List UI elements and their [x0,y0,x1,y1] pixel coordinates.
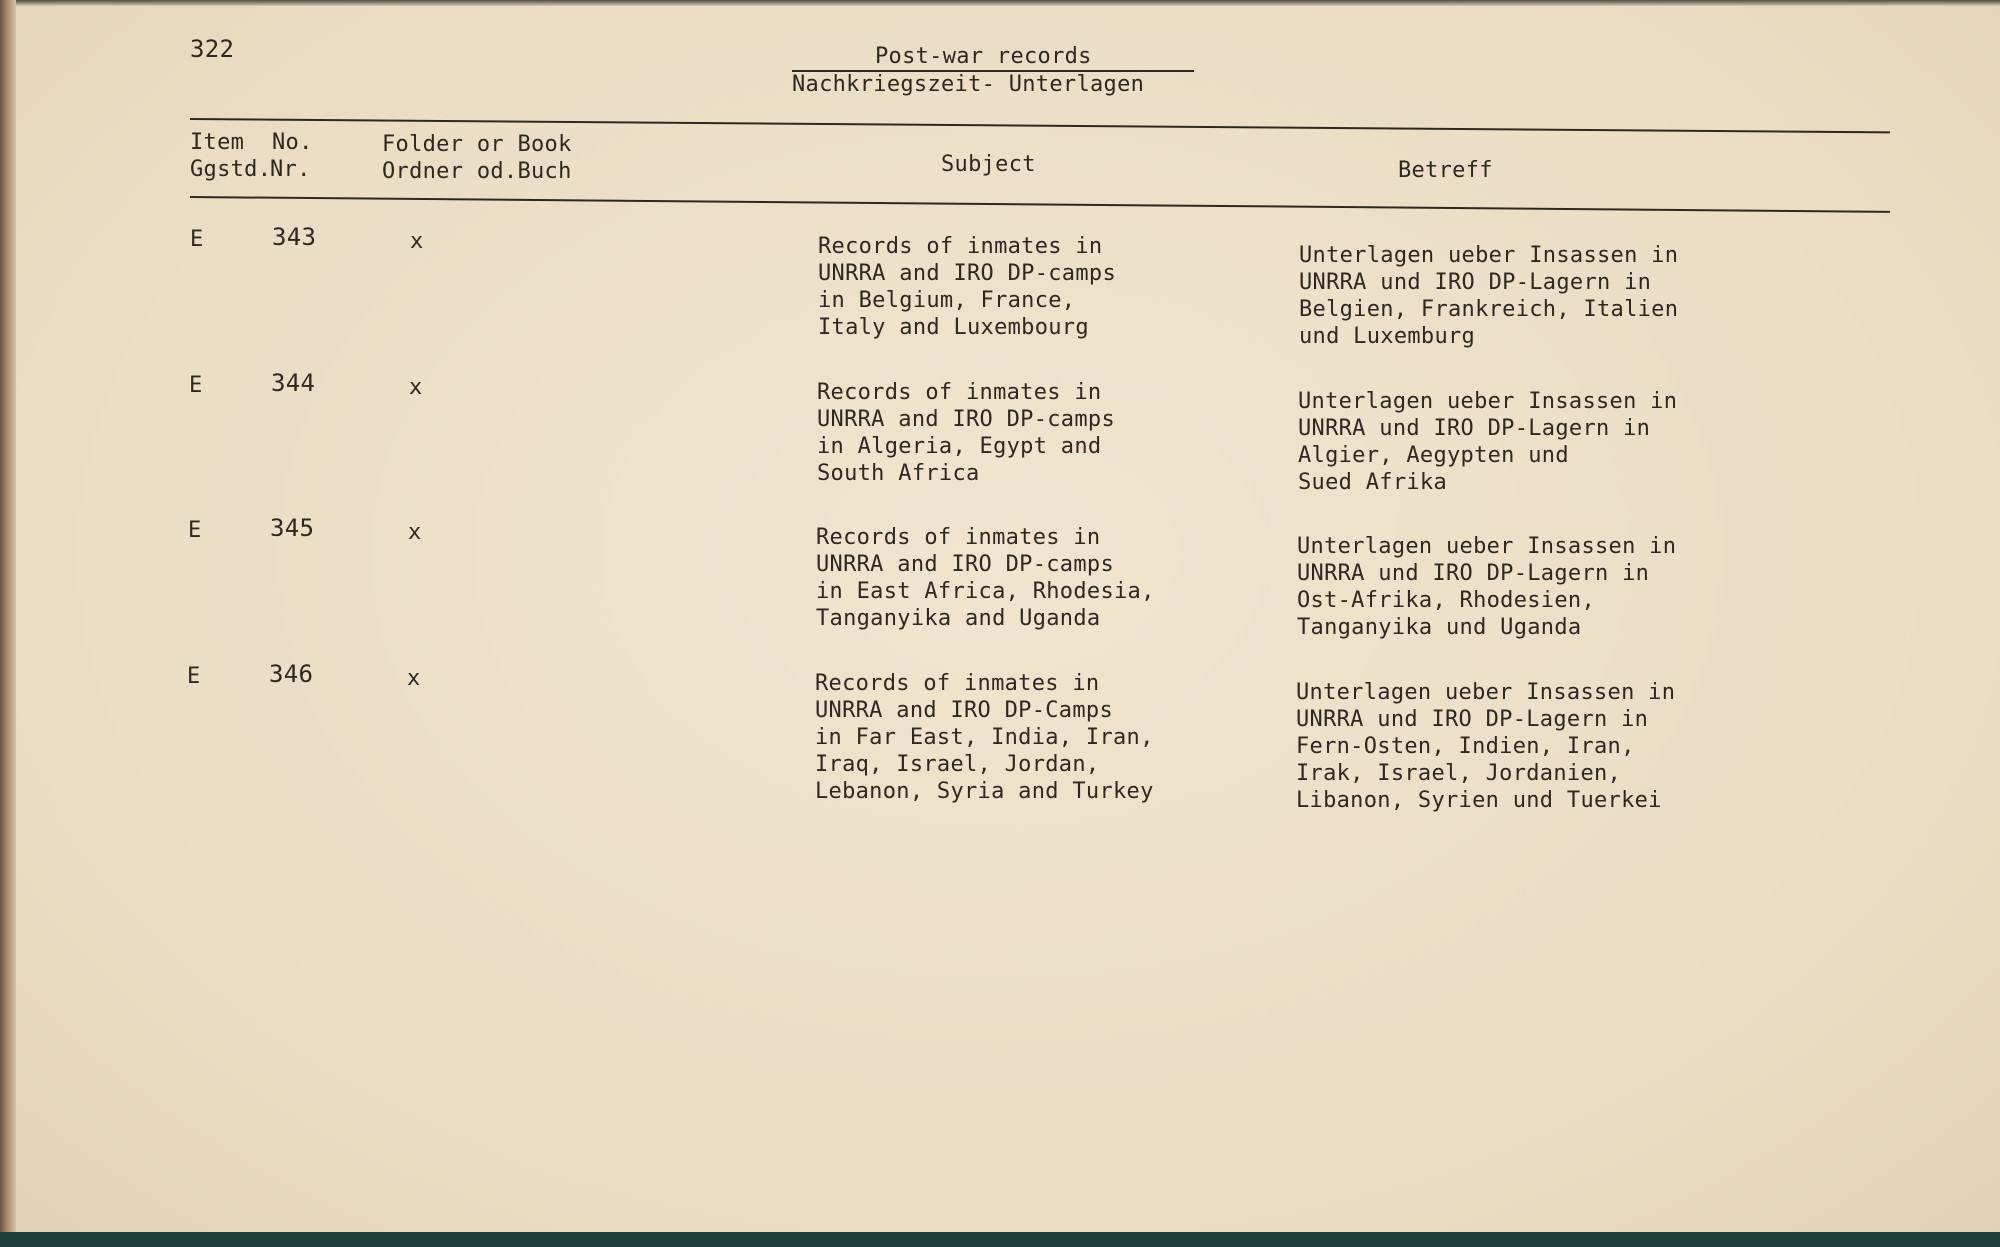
row-subject: Records of inmates in UNRRA and IRO DP-camps in Algeria, Egypt and South Africa [817,380,1115,486]
page-number: 322 [190,35,235,63]
row-folder: x [409,375,423,400]
row-folder: x [407,666,421,691]
header-betreff: Betreff [1398,158,1493,183]
row-number: 344 [271,369,316,397]
row-subject: Records of inmates in UNRRA and IRO DP-camps in East Africa, Rhodesia, Tanganyika and Uganda [816,525,1155,631]
header-item-line1: Item [190,130,245,155]
row-item: E [189,373,203,398]
header-item-line2: Ggstd. [190,157,272,182]
header-folder-line1: Folder or Book [382,132,572,157]
page-title: Post-war records [875,44,1092,69]
header-no-line2: Nr. [270,157,311,182]
header-no-line1: No. [272,130,313,155]
row-item: E [188,518,202,543]
row-number: 346 [269,660,314,688]
row-folder: x [410,229,424,254]
row-subject: Records of inmates in UNRRA and IRO DP-camps in Belgium, France, Italy and Luxembourg [818,234,1116,340]
row-number: 345 [270,514,315,542]
row-number: 343 [272,223,317,251]
page-top-edge [0,0,2000,6]
header-subject: Subject [941,152,1036,177]
row-betreff: Unterlagen ueber Insassen in UNRRA und IRO DP-Lagern in Ost-Afrika, Rhodesien, Tanganyika und Uganda [1297,534,1677,640]
header-rule-bottom [190,196,1890,213]
page-bottom-edge [0,1232,2000,1247]
book-binding [0,0,16,1232]
header-folder-line2: Ordner od.Buch [382,159,572,184]
row-item: E [190,227,204,252]
row-betreff: Unterlagen ueber Insassen in UNRRA und IRO DP-Lagern in Fern-Osten, Indien, Iran, Irak, Israel, Jordanien, Libanon, Syrien und Tuerkei [1296,680,1676,813]
row-betreff: Unterlagen ueber Insassen in UNRRA und IRO DP-Lagern in Belgien, Frankreich, Italien und Luxemburg [1299,243,1679,349]
row-subject: Records of inmates in UNRRA and IRO DP-Camps in Far East, India, Iran, Iraq, Israel, Jordan, Lebanon, Syria and Turkey [815,671,1154,804]
page-subtitle: Nachkriegszeit- Unterlagen [792,72,1145,97]
row-folder: x [408,520,422,545]
row-betreff: Unterlagen ueber Insassen in UNRRA und IRO DP-Lagern in Algier, Aegypten und Sued Afrika [1298,389,1678,495]
row-item: E [187,664,201,689]
